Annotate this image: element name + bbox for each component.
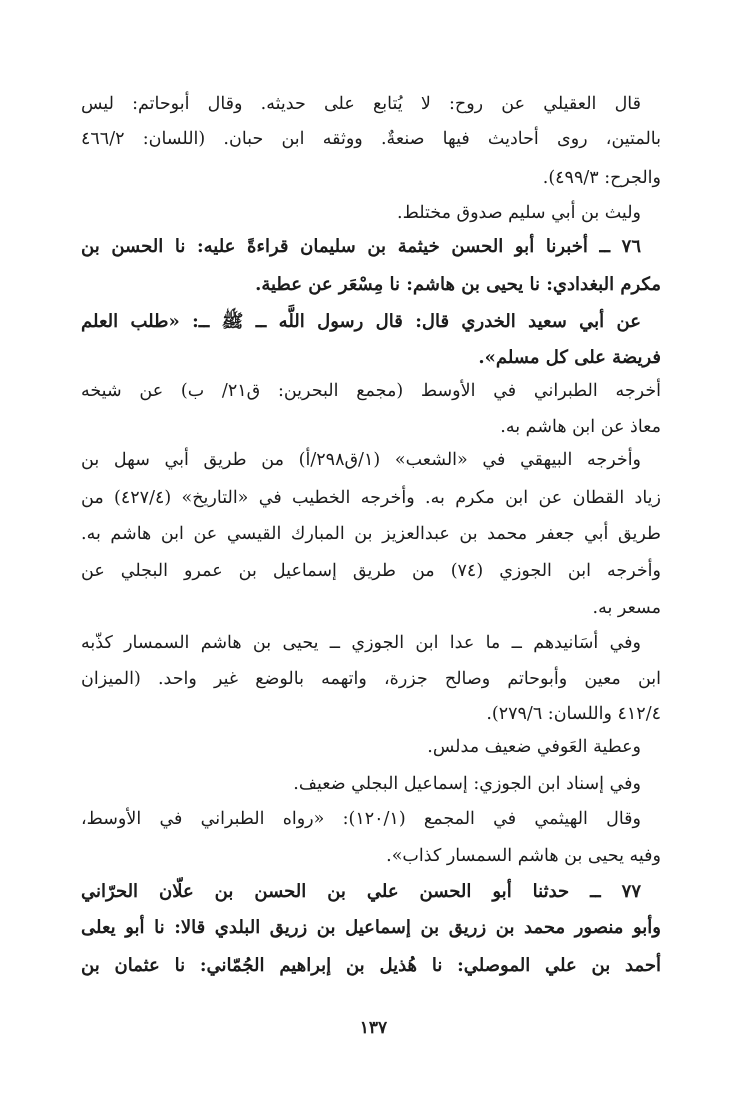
text-line: معاذ عن ابن هاشم به. [500,417,661,437]
text-line: طريق أبي جعفر محمد بن عبدالعزيز بن المبارك القيسي عن ابن هاشم به. [81,524,661,544]
text-line: مسعر به. [592,598,661,618]
text-line: بالمتين، روى أحاديث فيها صنعةٌ. ووثقه ابن حبان. (اللسان: ٤٦٦/٢ [81,129,661,149]
text-line-bold: ٧٧ ــ حدثنا أبو الحسن علي بن الحسن بن علّان الحرّاني [81,881,641,902]
text-line-bold: ٧٦ ــ أخبرنا أبو الحسن خيثمة بن سليمان قراءةً عليه: نا الحسن بن [81,236,641,257]
page-number: ١٣٧ [359,1018,388,1038]
text-line: قال العقيلي عن روح: لا يُتابع على حديثه. وقال أبوحاتم: ليس [81,94,641,114]
text-line-bold: أحمد بن علي الموصلي: نا هُذيل بن إبراهيم الجُمّاني: نا عثمان بن [81,955,661,976]
text-line: وقال الهيثمي في المجمع (١٢٠/١): «رواه الطبراني في الأوسط، [81,809,641,829]
text-line: وأخرجه ابن الجوزي (٧٤) من طريق إسماعيل بن عمرو البجلي عن [81,561,661,581]
text-line: ابن معين وأبوحاتم وصالح جزرة، واتهمه بالوضع غير واحد. (الميزان [81,669,661,689]
text-line: ٤١٢/٤ واللسان: ٢٧٩/٦). [486,704,661,724]
text-line-bold: وأبو منصور محمد بن زريق بن إسماعيل بن زريق البلدي قالا: نا أبو يعلى [81,917,661,938]
text-line: زياد القطان عن ابن مكرم به. وأخرجه الخطيب في «التاريخ» (٤٢٧/٤) من [81,488,661,508]
text-line: والجرح: ٤٩٩/٣). [542,168,661,188]
text-line-bold: عن أبي سعيد الخدري قال: قال رسول اللَّه ــ ﷺ ــ: «طلب العلم [81,311,641,332]
text-line: وعطية العَوفي ضعيف مدلس. [427,737,641,757]
text-line: وفي أسَانيدهم ــ ما عدا ابن الجوزي ــ يحيى بن هاشم السمسار كذّبه [81,633,641,653]
text-line-bold: فريضة على كل مسلم». [478,347,661,368]
text-line: أخرجه الطبراني في الأوسط (مجمع البحرين: ق٢١/ ب) عن شيخه [81,381,661,401]
text-line: وأخرجه البيهقي في «الشعب» (١/ق٢٩٨/أ) من طريق أبي سهل بن [81,450,642,470]
text-line: وفيه يحيى بن هاشم السمسار كذاب». [386,846,661,866]
text-line: وفي إسناد ابن الجوزي: إسماعيل البجلي ضعيف. [293,774,641,794]
text-line-bold: مكرم البغدادي: نا يحيى بن هاشم: نا مِسْعَر عن عطية. [255,274,661,295]
text-line: وليث بن أبي سليم صدوق مختلط. [397,203,641,223]
